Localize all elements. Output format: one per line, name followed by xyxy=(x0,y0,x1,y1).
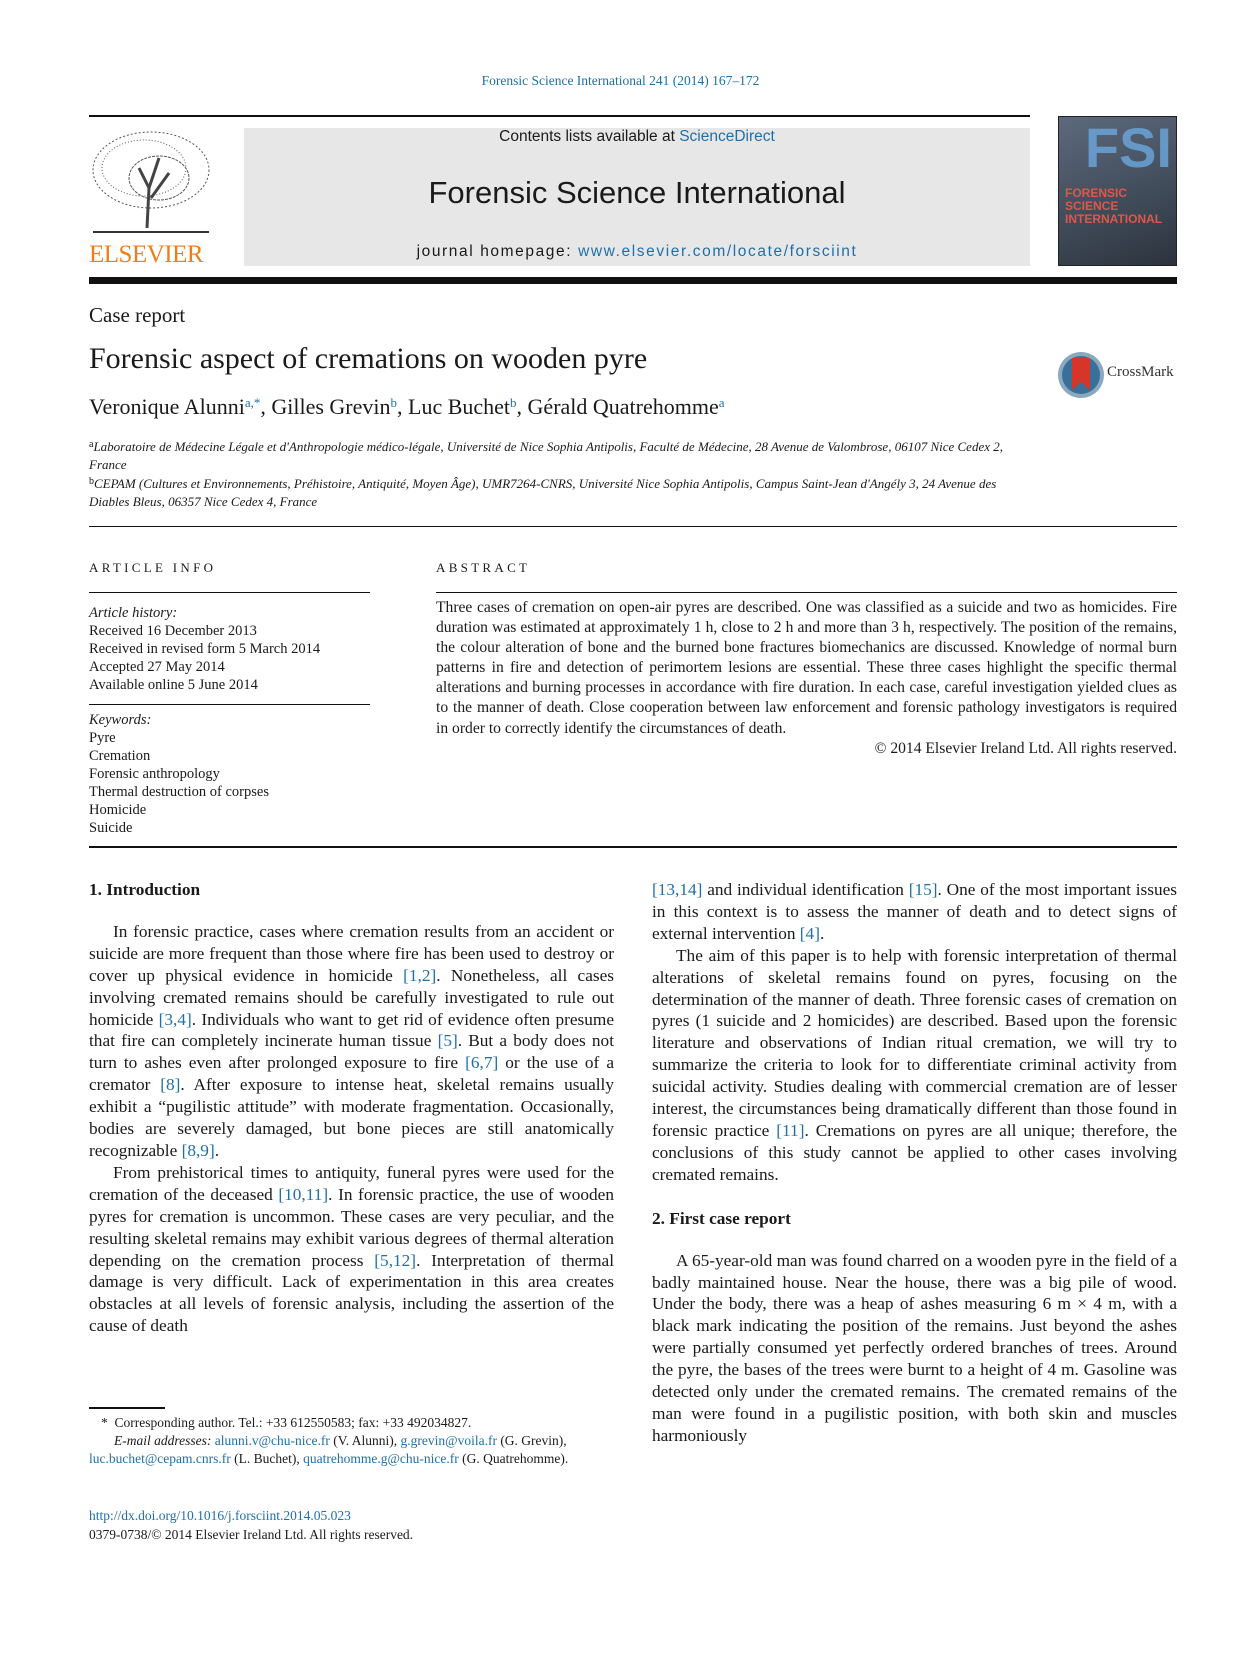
doi-link[interactable]: http://dx.doi.org/10.1016/j.forsciint.2014.05.023 xyxy=(89,1508,351,1523)
citation-link[interactable]: [8] xyxy=(160,1075,181,1095)
text-run: From prehistorical times to antiquity, funeral pyres were used for the cremation of the deceased xyxy=(89,1162,614,1204)
keyword: Pyre xyxy=(89,730,116,746)
text-run: . In forensic practice, the use of wooden pyres for cremation is uncommon. These cases are very peculiar, and the resulting skeletal remains may exhibit various degrees of thermal alteration depending on the cremation process xyxy=(89,1184,614,1270)
text-run: . Cremations on pyres are all unique; therefore, the conclusions of this study cannot be applied to other cases involving cremated remains. xyxy=(652,1120,1177,1184)
text-run: . xyxy=(819,923,825,943)
author[interactable] xyxy=(89,394,260,419)
text-run: In forensic practice, cases where cremation results from an accident or suicide are more frequent than those where fire has been used to destroy or cover up physical evidence in homicide xyxy=(89,921,614,985)
crossmark-label: CrossMark xyxy=(1107,364,1174,380)
keyword: Thermal destruction of corpses xyxy=(89,784,269,800)
history-item: Received in revised form 5 March 2014 xyxy=(89,641,321,657)
text-run: . Individuals who want to get rid of evidence often presume that fire can completely incinerate human tissue xyxy=(89,1009,614,1051)
citation-link[interactable]: [8,9] xyxy=(181,1140,215,1160)
crossmark-button[interactable] xyxy=(1057,350,1182,400)
article-info-heading: ARTICLE INFO xyxy=(89,560,217,575)
corresponding-author: Corresponding author. Tel.: +33 612550583; fax: +33 492034827. xyxy=(114,1415,472,1430)
issn-copyright: 0379-0738/© 2014 Elsevier Ireland Ltd. All rights reserved. xyxy=(89,1527,414,1542)
history-item: Accepted 27 May 2014 xyxy=(89,659,225,675)
abstract-text: Three cases of cremation on open-air pyres are described. One was classified as a suicide and two as homicides. Fire duration was estimated at approximately 1 h, close to 2 h and more than 3 h, respectively. The position of the remains, the colour alteration of bone and the burned bone fractures biomechanics are discussed. Knowledge of normal burn patterns in fire and detection of perimortem lesions are essential. These three cases highlight the specific thermal alterations and burning processes in accordance with fire duration. In each case, careful investigation yielded clues as to the manner of death. Close cooperation between law enforcement and forensic pathology investigators is required in order to correctly identify the circumstances of death. xyxy=(436,599,1177,737)
author-affiliation-mark[interactable]: a xyxy=(718,395,725,410)
text-run: . But a body does not turn to ashes even after prolonged exposure to fire xyxy=(89,1031,614,1073)
text-run: . One of the most important issues in this context is to assess the manner of death and to detect signs of external intervention xyxy=(652,880,1177,943)
section-heading: 1. Introduction xyxy=(89,880,201,899)
article-type: Case report xyxy=(89,303,186,327)
author-name[interactable]: Veronique Alunni xyxy=(89,394,245,419)
author-affiliation-mark[interactable]: b xyxy=(390,395,398,410)
author-list: Veronique Alunni$^{a,*}$, Gilles Grevin$^b$, Luc Buchet$^b$, Gérald Quatrehomme$^a$ xyxy=(89,394,725,419)
journal-title: Forensic Science International xyxy=(428,175,846,210)
keyword: Suicide xyxy=(89,820,133,836)
email-link[interactable]: g.grevin@voila.fr xyxy=(400,1433,497,1448)
section-heading: 2. First case report xyxy=(652,1208,791,1228)
paragraph xyxy=(652,1250,1177,1447)
history-label: Article history: xyxy=(89,605,178,621)
author[interactable] xyxy=(528,394,725,419)
article-history xyxy=(89,604,371,694)
divider xyxy=(436,592,1177,593)
author-affiliation-mark[interactable]: b xyxy=(510,395,517,410)
email-addresses xyxy=(89,1432,624,1468)
abstract-copyright: © 2014 Elsevier Ireland Ltd. All rights reserved. xyxy=(874,739,1177,757)
author-name[interactable]: Gilles Grevin xyxy=(271,394,391,419)
publisher-name: ELSEVIER xyxy=(89,241,204,268)
text-run: The aim of this paper is to help with forensic interpretation of thermal alterations of skeletal remains found on pyres, focusing on the determination of the manner of death. Three forensic cases of cremation on pyres (1 suicide and 2 homicides) are described. Based upon the forensic literature and observations of Indian ritual cremation, we will try to summarize the criteria to look for to differentiate criminal activity from suicidal activity. Studies dealing with commercial cremation are of lesser interest, the circumstances being dramatically different than those found in forensic practice xyxy=(652,945,1177,1140)
paragraph xyxy=(89,921,614,1162)
keywords xyxy=(89,711,371,837)
paragraph xyxy=(89,1162,614,1337)
citation-link[interactable]: [5] xyxy=(437,1031,458,1051)
keyword: Cremation xyxy=(89,748,151,764)
author-name[interactable]: Luc Buchet xyxy=(408,394,511,419)
text-run: . After exposure to intense heat, skeletal remains usually exhibit a “pugilistic attitude” with moderate fragmentation. Occasionally, bodies are severely damaged, but bone pieces are still anatomically recognizable xyxy=(89,1075,614,1160)
doi-block xyxy=(89,1506,413,1544)
body-left-column xyxy=(89,879,614,1337)
divider xyxy=(89,846,1177,848)
author-name[interactable]: Gérald Quatrehomme xyxy=(527,394,719,419)
footnote-rule xyxy=(89,1407,165,1409)
homepage-label: journal homepage: xyxy=(416,243,579,260)
citation-link[interactable]: [11] xyxy=(776,1120,805,1140)
email-owner: (G. Quatrehomme). xyxy=(458,1451,569,1466)
citation-link[interactable]: [3,4] xyxy=(158,1009,192,1029)
paragraph xyxy=(652,879,1177,945)
keyword: Homicide xyxy=(89,802,147,818)
citation-link[interactable]: [4] xyxy=(799,923,820,943)
email-link[interactable]: luc.buchet@cepam.cnrs.fr xyxy=(89,1451,231,1466)
divider xyxy=(89,592,370,593)
article-title: Forensic aspect of cremations on wooden pyre xyxy=(89,342,648,375)
tree-icon xyxy=(89,128,213,236)
affiliation-a: $^a$Laboratoire de Médecine Légale et d'Anthropologie médico-légale, Université de Nice Sophia Antipolis, Faculté de Médecine, 28 Avenue de Valombrose, 06107 Nice Cedex 2, France xyxy=(89,439,1003,472)
author[interactable] xyxy=(408,394,517,419)
body-right-column xyxy=(652,879,1177,1447)
divider xyxy=(89,704,370,705)
email-label: E-mail addresses: xyxy=(114,1433,212,1448)
author[interactable] xyxy=(271,394,397,419)
email-owner: (L. Buchet), xyxy=(230,1451,304,1466)
text-run: . Nonetheless, all cases involving cremated remains should be carefully investigated to rule out homicide xyxy=(89,965,614,1029)
citation-link[interactable]: [6,7] xyxy=(465,1053,499,1073)
footnote-star: * xyxy=(101,1415,108,1430)
journal-cover[interactable] xyxy=(1058,116,1177,266)
citation-link[interactable]: [1,2] xyxy=(403,965,437,985)
cover-big-letters: FSI xyxy=(1084,116,1172,179)
citation-link[interactable]: [15] xyxy=(908,880,938,899)
journal-banner xyxy=(244,128,1030,266)
keyword: Forensic anthropology xyxy=(89,766,220,782)
text-run: or the use of a cremator xyxy=(89,1053,614,1095)
text-run: . xyxy=(214,1140,220,1160)
citation-link[interactable]: [13,14] xyxy=(652,880,703,899)
homepage-link[interactable]: www.elsevier.com/locate/forsciint xyxy=(578,243,858,260)
header-thick-rule xyxy=(89,277,1177,284)
elsevier-logo[interactable] xyxy=(89,128,213,268)
citation-link[interactable]: [5,12] xyxy=(374,1250,417,1270)
email-link[interactable]: quatrehomme.g@chu-nice.fr xyxy=(303,1451,459,1466)
sciencedirect-link[interactable]: ScienceDirect xyxy=(679,128,775,145)
text-run: . Interpretation of thermal damage is very difficult. Lack of experimentation in this area creates obstacles at all levels of forensic analysis, including the assertion of the cause of death xyxy=(89,1250,614,1336)
text-run: and individual identification xyxy=(702,880,909,899)
affiliations xyxy=(89,436,1039,510)
abstract-heading: ABSTRACT xyxy=(436,560,531,575)
divider xyxy=(89,526,1177,527)
paragraph xyxy=(652,945,1177,1186)
history-item: Received 16 December 2013 xyxy=(89,623,257,639)
author-affiliation-mark[interactable]: a,* xyxy=(244,395,261,410)
text-run: A 65-year-old man was found charred on a wooden pyre in the field of a badly maintained house. Near the house, there was a big pile of wood. Under the body, there was a heap of ashes measuring 6 m × 4 m, with a black mark indicating the position of the remains. Just beyond the ashes were partially consumed yet perfectly ordered branches of trees. Around the pyre, the bases of the trees were burnt to a height of 4 m. Gasoline was detected only under the cremated remains. The cremated remains of the man were found in a pugilistic position, with both skin and muscles harmoniously xyxy=(652,1250,1177,1445)
email-owner: (V. Alunni), xyxy=(329,1433,401,1448)
email-link[interactable]: alunni.v@chu-nice.fr xyxy=(214,1433,330,1448)
citation-link[interactable]: [10,11] xyxy=(278,1184,329,1204)
crossmark-icon xyxy=(1057,350,1107,400)
abstract xyxy=(436,598,1177,759)
cover-title: FORENSIC SCIENCE INTERNATIONAL xyxy=(1065,186,1163,226)
keywords-label: Keywords: xyxy=(89,712,152,728)
email-owner: (G. Grevin), xyxy=(496,1433,567,1448)
top-rule xyxy=(89,115,1030,117)
footnotes xyxy=(89,1414,624,1468)
contents-prefix: Contents lists available at xyxy=(499,128,680,145)
journal-reference[interactable]: Forensic Science International 241 (2014) 167–172 xyxy=(481,73,760,88)
affiliation-b: $^b$CEPAM (Cultures et Environnements, Préhistoire, Antiquité, Moyen Âge), UMR7264-CNRS, Université Nice Sophia Antipolis, Campus Saint-Jean d'Angély 3, 24 Avenue des Diables Bleus, 06357 Nice Cedex 4, France xyxy=(89,476,997,509)
history-item: Available online 5 June 2014 xyxy=(89,677,258,693)
